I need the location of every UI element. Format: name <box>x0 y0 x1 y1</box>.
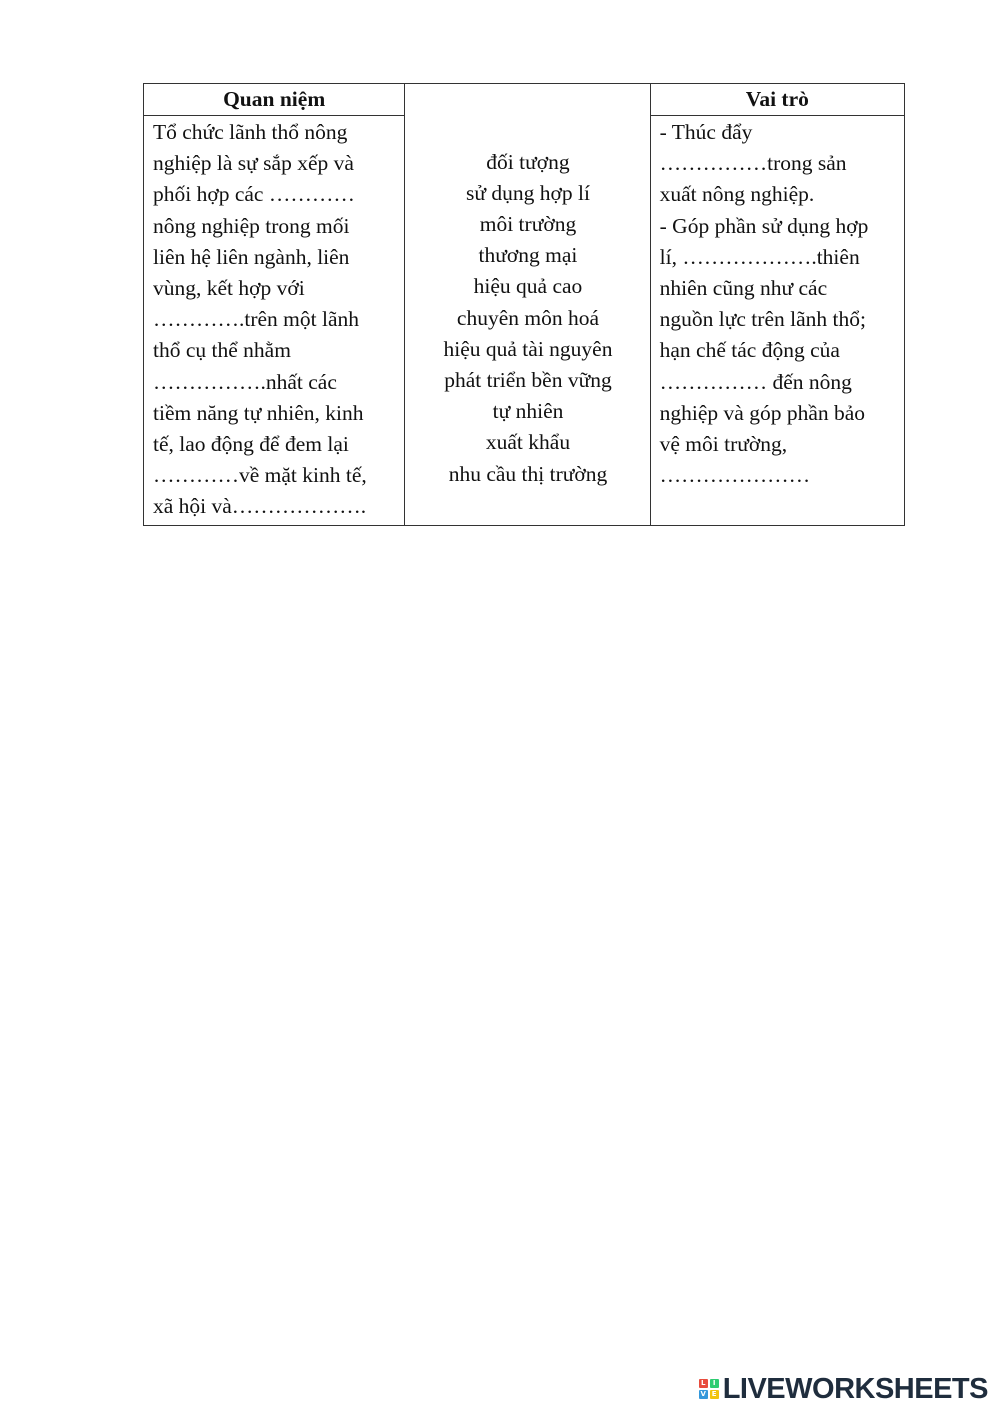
concept-line: Tổ chức lãnh thổ nông <box>153 120 348 144</box>
word-bank-item: hiệu quả tài nguyên <box>443 336 613 361</box>
role-cell <box>650 116 904 526</box>
liveworksheets-wordmark: LIVEWORKSHEETS <box>722 1372 988 1405</box>
role-line: ……………trong sản <box>659 151 847 176</box>
word-bank-item: sử dụng hợp lí <box>466 180 590 205</box>
concept-line: vùng, kết hợp với <box>153 276 305 301</box>
concept-line: tiềm năng tự nhiên, kinh <box>153 400 364 425</box>
concept-line: liên hệ liên ngành, liên <box>153 244 350 269</box>
liveworksheets-logo <box>699 1374 988 1404</box>
concept-line: nông nghiệp trong mối <box>153 213 350 238</box>
role-header: Vai trò <box>650 84 904 116</box>
role-line: nhiên cũng như các <box>659 276 828 301</box>
table-body-row <box>144 116 905 526</box>
logo-tile: V <box>700 1390 706 1398</box>
liveworksheets-icon <box>699 1379 719 1399</box>
role-line: - Thúc đẩy <box>659 120 753 144</box>
word-bank-item: tự nhiên <box>492 399 564 424</box>
concept-line: phối hợp các ………… <box>153 182 355 207</box>
role-line: xuất nông nghiệp. <box>659 182 815 207</box>
role-line: …………… đến nông <box>659 369 852 394</box>
word-bank-item: môi trường <box>479 211 577 236</box>
logo-tile: I <box>710 1379 719 1388</box>
table-header-row <box>144 84 905 116</box>
concept-line: xã hội và………………. <box>153 494 367 519</box>
concept-line: tế, lao động để đem lại <box>153 432 349 457</box>
role-line: - Góp phần sử dụng hợp <box>659 213 869 238</box>
word-bank-item: nhu cầu thị trường <box>448 461 608 486</box>
concept-header: Quan niệm <box>144 84 405 116</box>
concept-line: …………….nhất các <box>153 369 337 394</box>
role-text <box>651 116 904 493</box>
role-line: nguồn lực trên lãnh thổ; <box>659 307 866 332</box>
word-bank-item: đối tượng <box>486 149 570 174</box>
concept-line: …………về mặt kinh tế, <box>153 463 367 488</box>
word-bank-item: hiệu quả cao <box>473 274 583 299</box>
worksheet-table <box>143 83 905 526</box>
logo-tile: E <box>710 1390 719 1399</box>
concept-line: thổ cụ thể nhằm <box>153 338 291 363</box>
concept-line: ………….trên một lãnh <box>153 307 360 332</box>
word-bank-item: thương mại <box>478 243 578 268</box>
word-bank-item: xuất khẩu <box>485 430 571 455</box>
logo-tile: L <box>699 1379 708 1388</box>
word-bank-header <box>405 84 650 116</box>
word-bank-list <box>405 116 649 510</box>
concept-text <box>144 116 404 525</box>
concept-cell <box>144 116 405 526</box>
role-line: nghiệp và góp phần bảo <box>659 400 866 425</box>
role-line: vệ môi trường, <box>659 432 788 457</box>
role-line: ………………… <box>659 463 811 488</box>
role-line: hạn chế tác động của <box>659 338 840 363</box>
word-bank-cell <box>405 116 650 526</box>
concept-line: nghiệp là sự sắp xếp và <box>153 151 354 176</box>
word-bank-item: chuyên môn hoá <box>456 305 600 330</box>
word-bank-item: phát triển bền vững <box>444 367 612 392</box>
role-line: lí, ……………….thiên <box>659 244 860 269</box>
